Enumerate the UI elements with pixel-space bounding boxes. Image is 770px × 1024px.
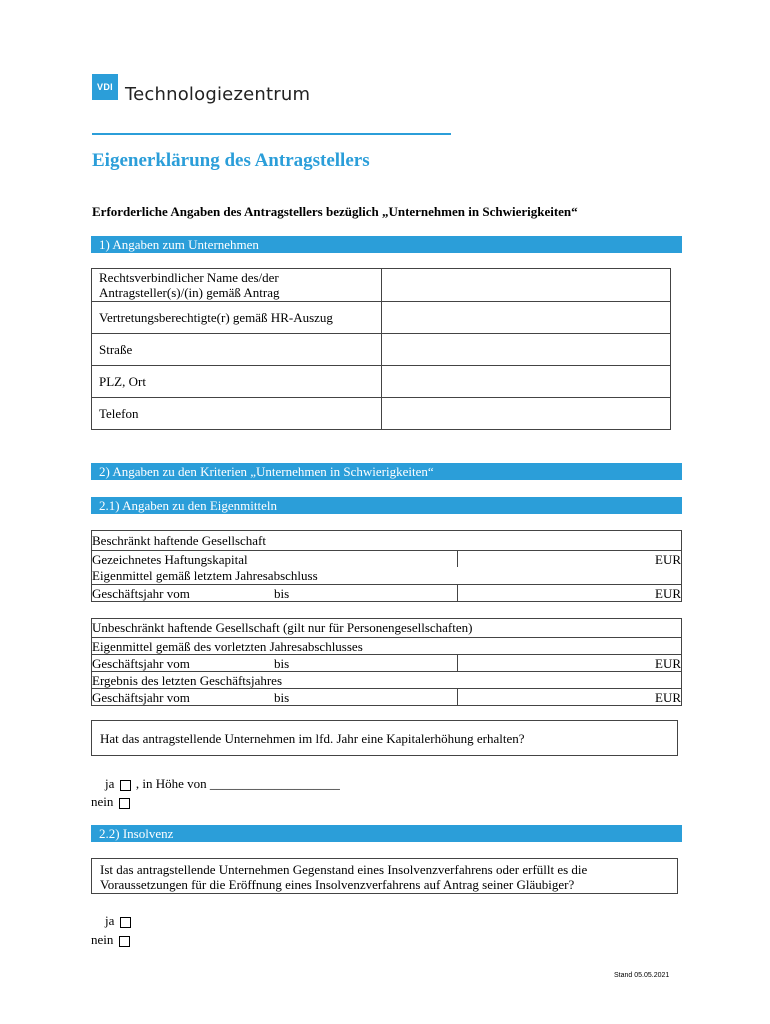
no-checkbox[interactable] bbox=[119, 798, 130, 809]
insolvency-no-line bbox=[91, 932, 132, 948]
vdi-logo-badge: VDI bbox=[92, 74, 118, 100]
question-line: Voraussetzungen für die Eröffnung eines Insolvenzverfahrens auf Antrag seiner Gläubiger? bbox=[100, 877, 575, 892]
page-title: Eigenerklärung des Antragstellers bbox=[92, 150, 370, 171]
no-checkbox[interactable] bbox=[119, 936, 130, 947]
logo-text: Technologiezentrum bbox=[125, 84, 311, 105]
table-row bbox=[92, 302, 671, 334]
company-name-field[interactable] bbox=[382, 269, 671, 302]
year-bis: bis bbox=[274, 656, 290, 671]
result-field[interactable]: EUR bbox=[457, 689, 681, 705]
row-label-name bbox=[92, 269, 382, 302]
equity-row: Eigenmittel gemäß des vorletzten Jahresabschlusses bbox=[92, 637, 681, 654]
section-2-2-heading: 2.2) Insolvenz bbox=[91, 825, 682, 842]
equity-field[interactable]: EUR bbox=[457, 655, 681, 671]
capital-row bbox=[92, 550, 681, 567]
label-line: Rechtsverbindlicher Name des/der bbox=[99, 270, 279, 285]
limited-company-box bbox=[91, 530, 682, 602]
table-row bbox=[92, 398, 671, 430]
year-row bbox=[92, 654, 681, 671]
label-line: Antragsteller(s)/(in) gemäß Antrag bbox=[99, 285, 280, 300]
row-label-city: PLZ, Ort bbox=[92, 366, 382, 398]
header-rule bbox=[92, 133, 451, 135]
amount-label: , in Höhe von ____________________ bbox=[135, 776, 340, 791]
row-label-phone: Telefon bbox=[92, 398, 382, 430]
table-row bbox=[92, 269, 671, 302]
section-1-heading: 1) Angaben zum Unternehmen bbox=[91, 236, 682, 253]
page-subtitle: Erforderliche Angaben des Antragstellers bezüglich „Unternehmen in Schwierigkeiten“ bbox=[92, 204, 578, 219]
representative-field[interactable] bbox=[382, 302, 671, 334]
limited-title: Beschränkt haftende Gesellschaft bbox=[92, 533, 266, 548]
question-line: Ist das antragstellende Unternehmen Gegenstand eines Insolvenzverfahrens oder erfüllt es die bbox=[100, 862, 588, 877]
row-label-representative: Vertretungsberechtigte(r) gemäß HR-Auszug bbox=[92, 302, 382, 334]
street-field[interactable] bbox=[382, 334, 671, 366]
insolvency-question bbox=[91, 858, 678, 894]
city-field[interactable] bbox=[382, 366, 671, 398]
yes-checkbox[interactable] bbox=[120, 917, 131, 928]
year-label: Geschäftsjahr vom bbox=[92, 586, 190, 601]
insolvency-yes-line bbox=[105, 913, 133, 929]
unlimited-title: Unbeschränkt haftende Gesellschaft (gilt nur für Personengesellschaften) bbox=[92, 620, 473, 635]
year-bis: bis bbox=[274, 586, 290, 601]
yes-label: ja bbox=[105, 776, 115, 791]
no-label: nein bbox=[91, 932, 114, 947]
table-row bbox=[92, 334, 671, 366]
capital-increase-question: Hat das antragstellende Unternehmen im lfd. Jahr eine Kapitalerhöhung erhalten? bbox=[91, 720, 678, 756]
section-2-heading: 2) Angaben zu den Kriterien „Unternehmen in Schwierigkeiten“ bbox=[91, 463, 682, 480]
version-stamp: Stand 05.05.2021 bbox=[614, 972, 670, 979]
table-row bbox=[92, 366, 671, 398]
yes-checkbox[interactable] bbox=[120, 780, 131, 791]
result-row: Ergebnis des letzten Geschäftsjahres bbox=[92, 671, 681, 688]
equity-field[interactable]: EUR bbox=[457, 585, 681, 601]
year-label: Geschäftsjahr vom bbox=[92, 656, 190, 671]
capital-increase-no-line bbox=[91, 794, 132, 810]
equity-row: Eigenmittel gemäß letztem Jahresabschluss bbox=[92, 568, 318, 583]
no-label: nein bbox=[91, 794, 114, 809]
year-row bbox=[92, 688, 681, 705]
capital-increase-yes-line bbox=[105, 776, 340, 792]
capital-label: Gezeichnetes Haftungskapital bbox=[92, 552, 248, 567]
year-row bbox=[92, 584, 681, 601]
section-2-1-heading: 2.1) Angaben zu den Eigenmitteln bbox=[91, 497, 682, 514]
row-label-street: Straße bbox=[92, 334, 382, 366]
yes-label: ja bbox=[105, 913, 115, 928]
phone-field[interactable] bbox=[382, 398, 671, 430]
year-label: Geschäftsjahr vom bbox=[92, 690, 190, 705]
unlimited-company-box bbox=[91, 618, 682, 706]
year-bis: bis bbox=[274, 690, 290, 705]
capital-field[interactable]: EUR bbox=[457, 551, 681, 567]
company-info-table bbox=[91, 268, 671, 430]
